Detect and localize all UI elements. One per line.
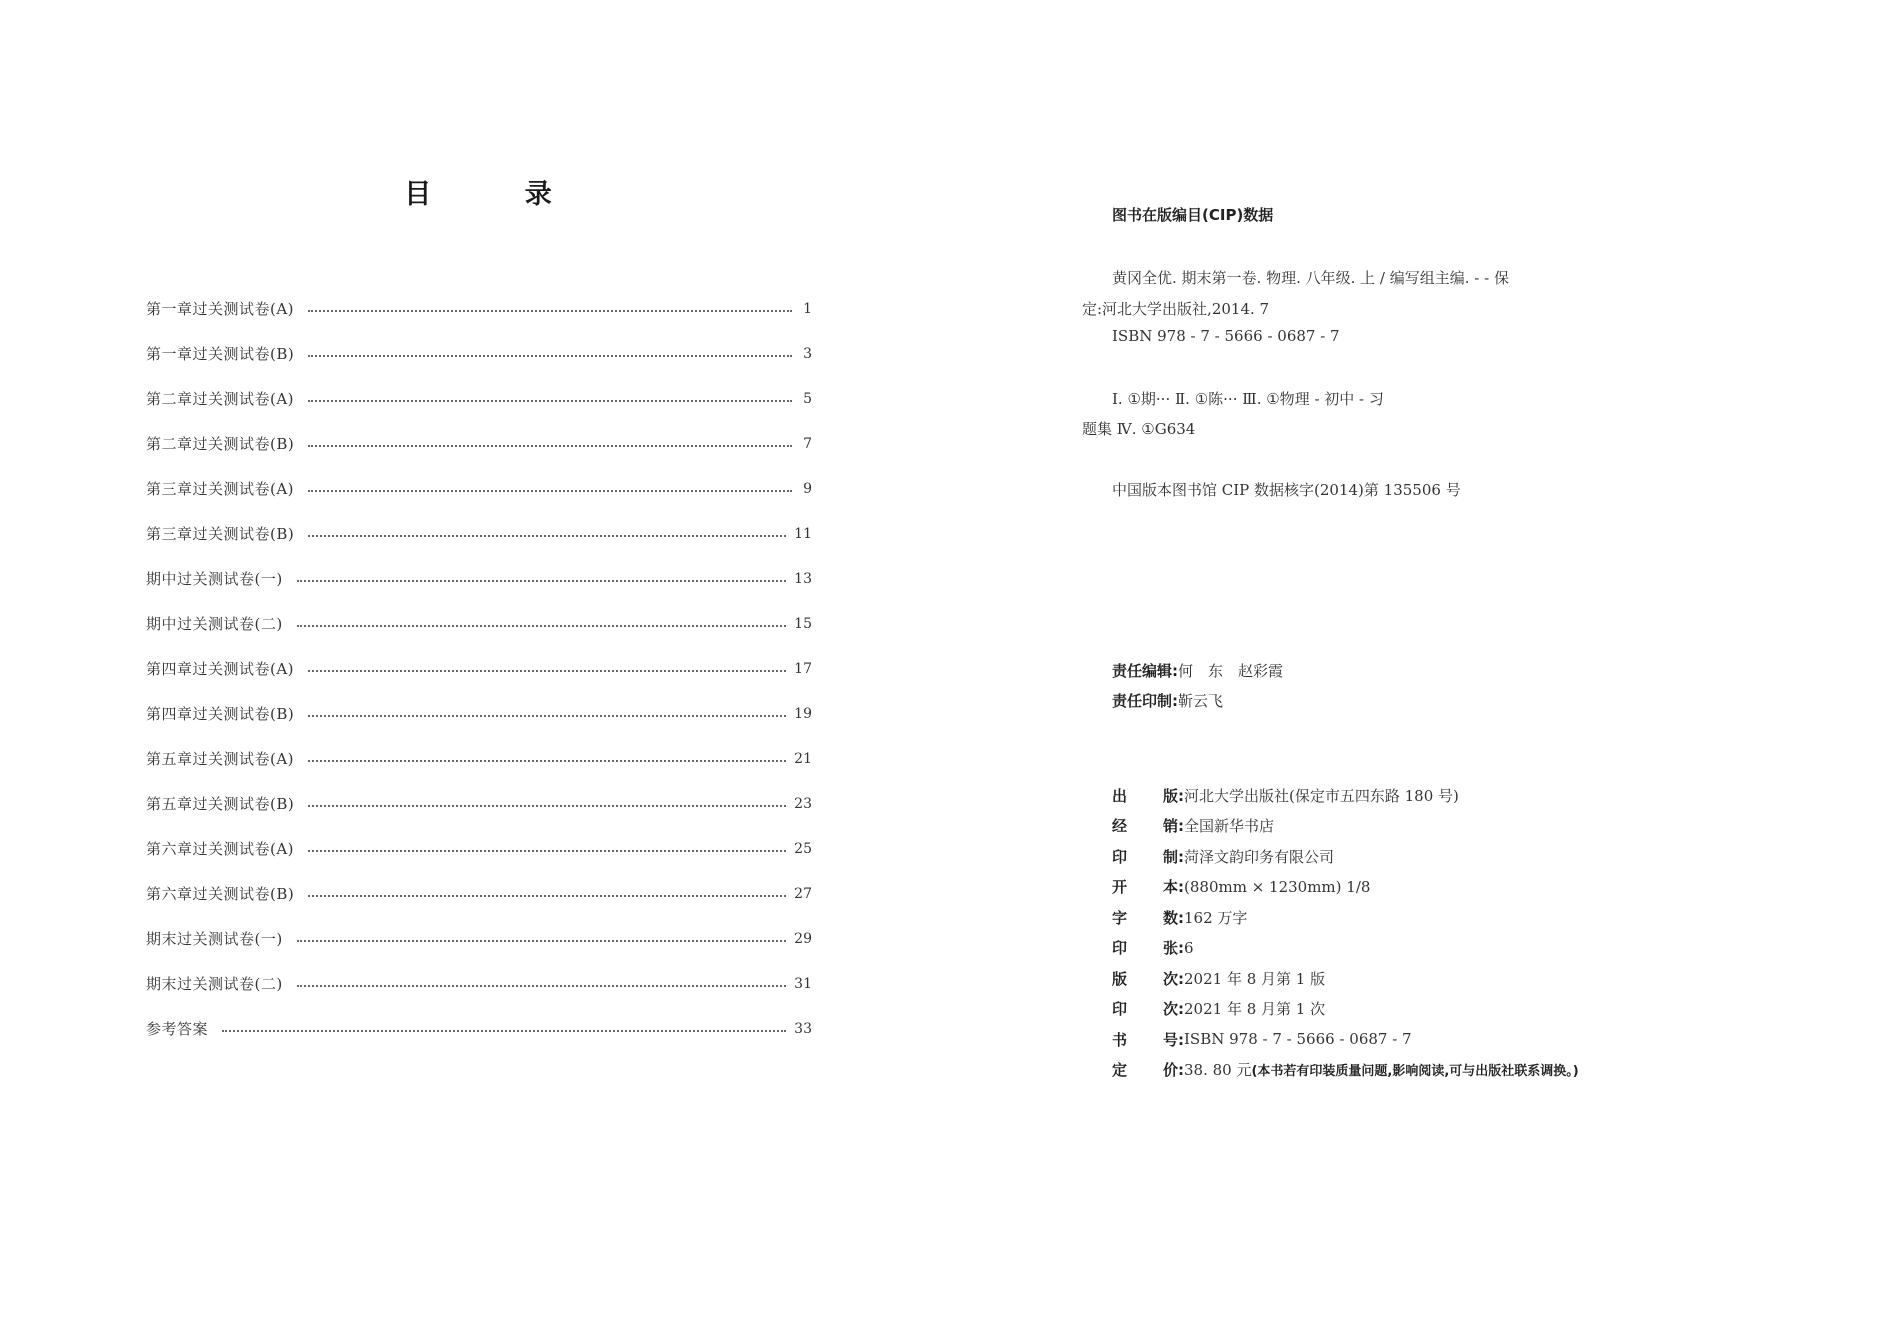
toc-leader-dots bbox=[308, 310, 792, 312]
imprint-key-second: 制: bbox=[1163, 847, 1184, 866]
toc-entry-label: 期中过关测试卷(一) bbox=[146, 570, 283, 588]
toc-leader-dots bbox=[222, 1030, 786, 1032]
imprint-row bbox=[1112, 780, 1579, 811]
imprint-value: 2021 年 8 月第 1 次 bbox=[1184, 1000, 1326, 1019]
imprint-row bbox=[1112, 1055, 1579, 1086]
toc-entry bbox=[146, 781, 812, 826]
imprint-value: (880mm × 1230mm) 1/8 bbox=[1184, 877, 1371, 896]
toc-entry bbox=[146, 1006, 812, 1051]
toc-entry bbox=[146, 331, 812, 376]
toc-entry-label: 第五章过关测试卷(A) bbox=[146, 750, 295, 768]
toc-entry-page: 27 bbox=[794, 885, 812, 902]
toc-leader-dots bbox=[297, 580, 786, 582]
toc-entry-page: 29 bbox=[794, 930, 812, 947]
imprint-key-first: 书 bbox=[1112, 1030, 1128, 1049]
toc-entry-page: 33 bbox=[794, 1020, 812, 1037]
imprint-key-second: 次: bbox=[1163, 1000, 1184, 1019]
toc-entry-page: 17 bbox=[794, 660, 812, 677]
toc-entry bbox=[146, 286, 812, 331]
responsible-printing-value: 靳云飞 bbox=[1178, 692, 1224, 710]
imprint-row bbox=[1112, 994, 1579, 1025]
imprint-value: 全国新华书店 bbox=[1184, 817, 1275, 836]
toc-entry bbox=[146, 736, 812, 781]
toc-leader-dots bbox=[308, 355, 792, 357]
toc-entry bbox=[146, 871, 812, 916]
imprint-value: 河北大学出版社(保定市五四东路 180 号) bbox=[1184, 786, 1459, 805]
imprint-value: 菏泽文韵印务有限公司 bbox=[1184, 847, 1335, 866]
imprint-note: (本书若有印装质量问题,影响阅读,可与出版社联系调换。) bbox=[1251, 1064, 1579, 1080]
imprint-key-first: 定 bbox=[1112, 1061, 1128, 1080]
toc-entry-label: 参考答案 bbox=[146, 1020, 209, 1038]
toc-entry-label: 第四章过关测试卷(A) bbox=[146, 660, 295, 678]
imprint-key-first: 经 bbox=[1112, 817, 1128, 836]
imprint-key-first: 印 bbox=[1112, 1000, 1128, 1019]
toc-entry bbox=[146, 691, 812, 736]
toc-entry bbox=[146, 646, 812, 691]
imprint-value: 162 万字 bbox=[1184, 908, 1248, 927]
imprint-key-first: 开 bbox=[1112, 878, 1128, 897]
cip-isbn: ISBN 978 - 7 - 5666 - 0687 - 7 bbox=[1112, 327, 1340, 345]
imprint-key-second: 销: bbox=[1163, 817, 1184, 836]
toc-entry-page: 15 bbox=[794, 615, 812, 632]
imprint-row bbox=[1112, 1024, 1579, 1055]
imprint-row bbox=[1112, 811, 1579, 842]
toc-entry bbox=[146, 421, 812, 466]
toc-entry-label: 第四章过关测试卷(B) bbox=[146, 705, 295, 723]
toc-leader-dots bbox=[308, 895, 786, 897]
toc-entry-label: 第六章过关测试卷(A) bbox=[146, 840, 295, 858]
imprint-key-second: 本: bbox=[1163, 878, 1184, 897]
toc-leader-dots bbox=[297, 940, 786, 942]
cip-heading: 图书在版编目(CIP)数据 bbox=[1112, 206, 1274, 224]
toc-entry-page: 7 bbox=[803, 435, 812, 452]
imprint-row bbox=[1112, 902, 1579, 933]
cip-classification-1: Ⅰ. ①期··· Ⅱ. ①陈··· Ⅲ. ①物理 - 初中 - 习 bbox=[1112, 390, 1384, 408]
imprint-key-first: 印 bbox=[1112, 939, 1128, 958]
toc-entry-label: 第一章过关测试卷(B) bbox=[146, 345, 295, 363]
toc-entry-page: 1 bbox=[803, 300, 812, 317]
imprint-key-first: 版 bbox=[1112, 969, 1128, 988]
toc-entry-label: 第三章过关测试卷(B) bbox=[146, 525, 295, 543]
toc-entry-page: 19 bbox=[794, 705, 812, 722]
toc-entry-label: 第三章过关测试卷(A) bbox=[146, 480, 295, 498]
toc-entry-page: 25 bbox=[794, 840, 812, 857]
cip-classification-2: 题集 Ⅳ. ①G634 bbox=[1082, 420, 1196, 438]
imprint-row bbox=[1112, 841, 1579, 872]
toc-entry bbox=[146, 376, 812, 421]
toc-leader-dots bbox=[297, 985, 786, 987]
toc-entry bbox=[146, 556, 812, 601]
toc-leader-dots bbox=[308, 490, 792, 492]
toc-entry bbox=[146, 961, 812, 1006]
imprint-value: 2021 年 8 月第 1 版 bbox=[1184, 969, 1326, 988]
toc-entry-label: 期中过关测试卷(二) bbox=[146, 615, 283, 633]
toc-entry bbox=[146, 511, 812, 556]
imprint-key-second: 版: bbox=[1163, 786, 1184, 805]
toc-entry-label: 第二章过关测试卷(B) bbox=[146, 435, 295, 453]
toc-leader-dots bbox=[308, 445, 792, 447]
imprint-row bbox=[1112, 963, 1579, 994]
toc-entry-label: 第二章过关测试卷(A) bbox=[146, 390, 295, 408]
toc-entry-label: 期末过关测试卷(二) bbox=[146, 975, 283, 993]
toc-entry bbox=[146, 826, 812, 871]
imprint-key-second: 数: bbox=[1163, 908, 1184, 927]
imprint-key-second: 次: bbox=[1163, 969, 1184, 988]
toc-entry-page: 9 bbox=[803, 480, 812, 497]
cip-line-1: 黄冈全优. 期末第一卷. 物理. 八年级. 上 / 编写组主编. - - 保 bbox=[1112, 269, 1509, 287]
toc-entry-page: 23 bbox=[794, 795, 812, 812]
responsible-editor-value: 何 东 赵彩霞 bbox=[1178, 662, 1284, 680]
imprint-row bbox=[1112, 933, 1579, 964]
toc-list bbox=[146, 286, 812, 1051]
toc-entry-page: 31 bbox=[794, 975, 812, 992]
toc-leader-dots bbox=[308, 715, 786, 717]
toc-title: 目 录 bbox=[404, 179, 594, 210]
imprint-value: 38. 80 元 bbox=[1184, 1061, 1252, 1080]
toc-leader-dots bbox=[308, 850, 786, 852]
toc-entry-page: 13 bbox=[794, 570, 812, 587]
responsible-editor-label: 责任编辑: bbox=[1112, 662, 1178, 680]
toc-entry-page: 3 bbox=[803, 345, 812, 362]
cip-line-2: 定:河北大学出版社,2014. 7 bbox=[1082, 300, 1270, 318]
imprint-key-first: 字 bbox=[1112, 908, 1128, 927]
imprint-block bbox=[1112, 780, 1579, 1085]
toc-entry-label: 第一章过关测试卷(A) bbox=[146, 300, 295, 318]
toc-leader-dots bbox=[308, 400, 792, 402]
toc-entry bbox=[146, 466, 812, 511]
toc-entry bbox=[146, 916, 812, 961]
imprint-key-second: 张: bbox=[1163, 939, 1184, 958]
toc-leader-dots bbox=[297, 625, 786, 627]
imprint-key-first: 出 bbox=[1112, 786, 1128, 805]
imprint-key-first: 印 bbox=[1112, 847, 1128, 866]
imprint-row bbox=[1112, 872, 1579, 903]
toc-leader-dots bbox=[308, 805, 786, 807]
imprint-key-second: 号: bbox=[1163, 1030, 1184, 1049]
toc-entry-label: 期末过关测试卷(一) bbox=[146, 930, 283, 948]
cip-record-number: 中国版本图书馆 CIP 数据核字(2014)第 135506 号 bbox=[1112, 481, 1461, 499]
responsible-printing bbox=[1112, 690, 1223, 711]
toc-entry-label: 第六章过关测试卷(B) bbox=[146, 885, 295, 903]
toc-entry-page: 11 bbox=[794, 525, 812, 542]
toc-entry-label: 第五章过关测试卷(B) bbox=[146, 795, 295, 813]
toc-entry bbox=[146, 601, 812, 646]
toc-entry-page: 21 bbox=[794, 750, 812, 767]
imprint-key-second: 价: bbox=[1163, 1061, 1184, 1080]
responsible-printing-label: 责任印制: bbox=[1112, 692, 1178, 710]
responsible-editor bbox=[1112, 660, 1283, 681]
toc-entry-page: 5 bbox=[803, 390, 812, 407]
imprint-value: 6 bbox=[1184, 938, 1194, 957]
toc-leader-dots bbox=[308, 535, 786, 537]
toc-leader-dots bbox=[308, 760, 786, 762]
toc-leader-dots bbox=[308, 670, 786, 672]
imprint-value: ISBN 978 - 7 - 5666 - 0687 - 7 bbox=[1184, 1030, 1412, 1049]
